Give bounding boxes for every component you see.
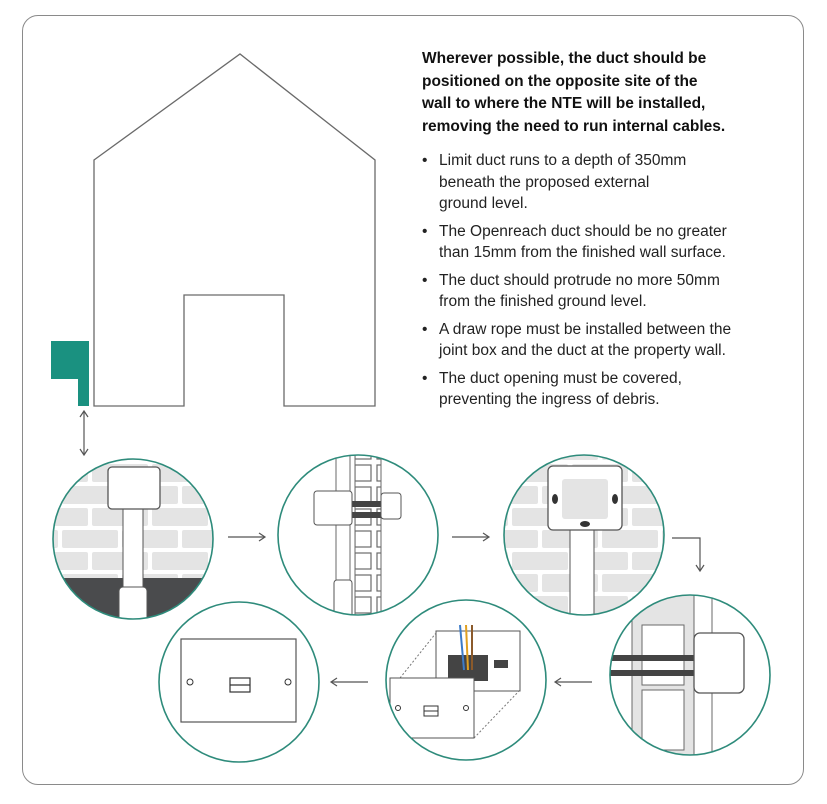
- bullet-dot: •: [422, 222, 428, 240]
- intro-line: Wherever possible, the duct should be: [422, 50, 707, 67]
- list-item-line: The duct opening must be covered,: [439, 369, 682, 387]
- step-arrow-icon: [555, 678, 592, 686]
- list-item-line: preventing the ingress of debris.: [439, 391, 660, 408]
- list-item-line: than 15mm from the finished wall surface.: [439, 244, 726, 261]
- list-item-line: beneath the proposed external: [439, 173, 650, 191]
- step-4-circle: [605, 590, 785, 770]
- step-arrow-icon: [228, 533, 265, 541]
- bullet-dot: •: [422, 320, 428, 338]
- intro-line: removing the need to run internal cables.: [422, 117, 726, 135]
- step-2-circle: [270, 450, 450, 640]
- list-item-line: The duct should protrude no more 50mm: [439, 271, 720, 289]
- intro-text: [422, 48, 782, 138]
- list-item: [422, 368, 792, 411]
- house-outline-icon: [94, 54, 375, 406]
- list-item-line: from the finished ground level.: [439, 293, 647, 310]
- list-item-line: ground level.: [439, 195, 528, 212]
- duct-bracket-icon: [51, 341, 89, 406]
- step-5-circle: [380, 595, 560, 775]
- list-item-line: joint box and the duct at the property wall.: [439, 342, 726, 359]
- bullet-dot: •: [422, 271, 428, 289]
- double-arrow-icon: [80, 411, 88, 455]
- bullet-dot: •: [422, 369, 428, 387]
- step-arrow-icon: [452, 533, 489, 541]
- bullet-dot: •: [422, 152, 428, 169]
- list-item: [422, 270, 792, 313]
- list-item: [422, 319, 792, 362]
- step-arrow-icon: [331, 678, 368, 686]
- list-item: [422, 150, 792, 215]
- list-item: [422, 221, 792, 264]
- list-item-line: The Openreach duct should be no greater: [439, 222, 727, 240]
- intro-line: positioned on the opposite site of the: [422, 72, 698, 90]
- requirements-list: [422, 150, 792, 417]
- step-6-circle: [155, 600, 325, 770]
- step-1-circle: [40, 450, 230, 638]
- step-arrow-icon: [672, 538, 704, 571]
- intro-line: wall to where the NTE will be installed,: [422, 95, 706, 112]
- list-item-line: A draw rope must be installed between the: [439, 320, 732, 338]
- list-item-line: Limit duct runs to a depth of 350mm: [439, 152, 687, 169]
